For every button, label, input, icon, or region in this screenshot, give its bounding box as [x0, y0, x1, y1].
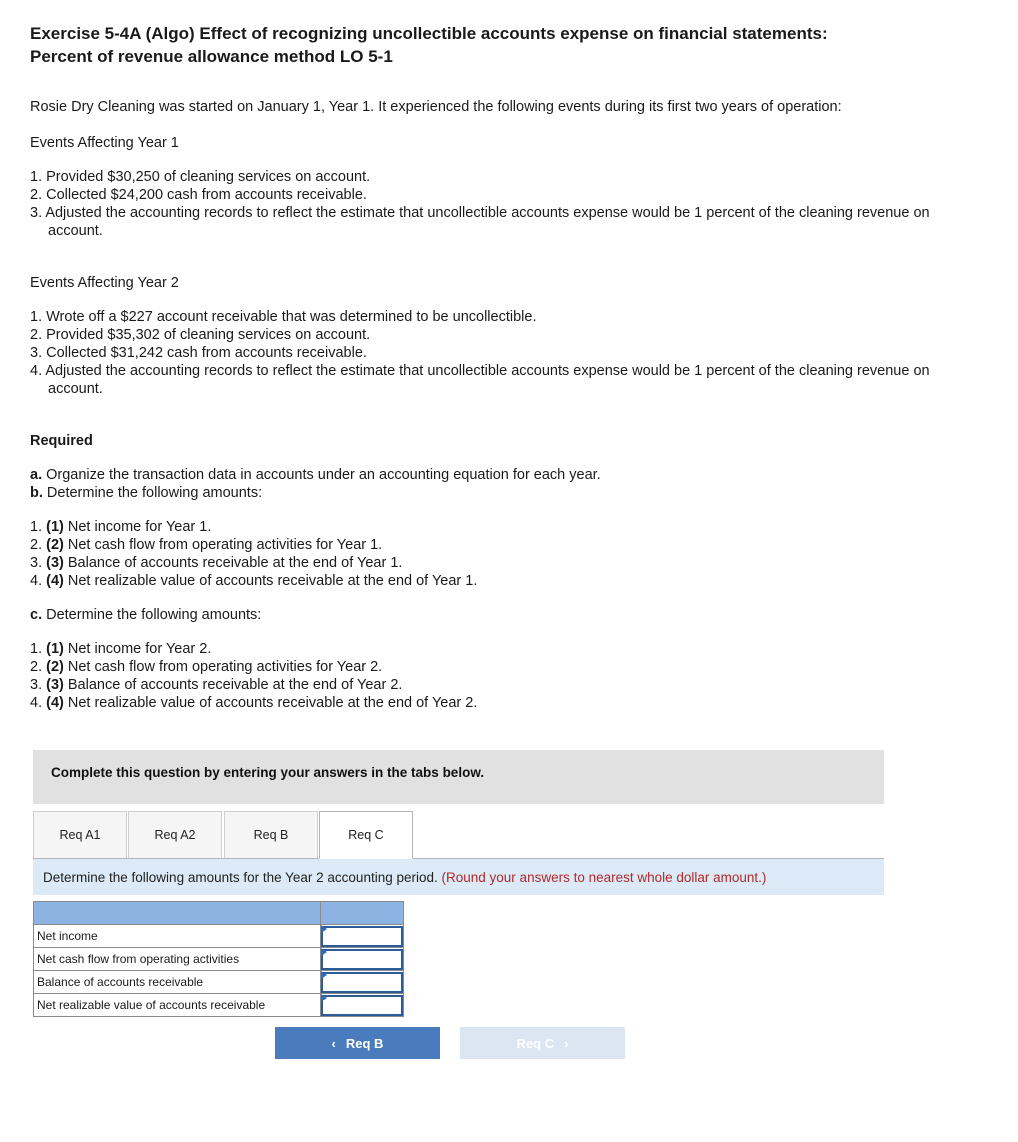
list-item: 3. Collected $31,242 cash from accounts receivable.	[30, 345, 367, 361]
item-number: 2.	[30, 659, 47, 675]
requirement-c-items	[30, 640, 477, 712]
item-number: 3.	[30, 677, 47, 693]
item-text: Net realizable value of accounts receivable at the end of Year 2.	[63, 695, 478, 711]
net-income-input[interactable]	[321, 926, 403, 947]
item-tag: (4)	[46, 695, 64, 711]
tab-req-a1[interactable]: Req A1	[33, 811, 127, 859]
list-item	[30, 554, 477, 572]
item-text: Net realizable value of accounts receivable at the end of Year 1.	[63, 573, 478, 589]
year2-events	[30, 308, 950, 398]
list-item: 1. Provided $30,250 of cleaning services on account.	[30, 169, 371, 185]
item-number: 2.	[30, 537, 47, 553]
title-line-1: Exercise 5-4A (Algo) Effect of recognizing uncollectible accounts expense on financial statements:	[30, 24, 828, 43]
tab-instruction	[33, 859, 884, 895]
requirement-b	[30, 484, 262, 502]
item-tag: (2)	[46, 537, 64, 553]
next-button-label: Req C	[516, 1035, 555, 1051]
list-item: 3. Adjusted the accounting records to reflect the estimate that uncollectible accounts expense would be 1 percent of the cleaning revenue on account.	[30, 205, 930, 239]
prev-button-label: Req B	[345, 1035, 384, 1051]
title-line-2: Percent of revenue allowance method LO 5-1	[30, 47, 393, 66]
item-number: 1.	[30, 641, 47, 657]
list-item	[30, 676, 477, 694]
item-text: Net income for Year 2.	[63, 641, 212, 657]
table-row	[34, 971, 404, 994]
row-label: Net realizable value of accounts receivable	[34, 994, 321, 1017]
list-item: 4. Adjusted the accounting records to reflect the estimate that uncollectible accounts expense would be 1 percent of the cleaning revenue on account.	[30, 363, 930, 397]
requirement-c-text: Determine the following amounts:	[42, 607, 262, 623]
requirement-c	[30, 606, 261, 624]
input-marker-icon	[321, 971, 327, 979]
instruction-text: Determine the following amounts for the Year 2 accounting period.	[43, 870, 438, 885]
item-number: 1.	[30, 519, 47, 535]
row-label: Balance of accounts receivable	[34, 971, 321, 994]
chevron-left-icon: ‹	[331, 1035, 336, 1051]
list-item: 2. Collected $24,200 cash from accounts receivable.	[30, 187, 367, 203]
answer-cell	[321, 948, 404, 971]
input-marker-icon	[321, 925, 327, 933]
instruction-note: (Round your answers to nearest whole dollar amount.)	[441, 870, 767, 885]
input-marker-icon	[321, 948, 327, 956]
item-tag: (1)	[46, 519, 64, 535]
list-item	[30, 536, 477, 554]
tab-req-c[interactable]: Req C	[319, 811, 413, 859]
answer-table	[33, 901, 404, 1017]
list-item: 2. Provided $35,302 of cleaning services on account.	[30, 327, 371, 343]
year1-heading: Events Affecting Year 1	[30, 135, 179, 151]
item-tag: (2)	[46, 659, 64, 675]
item-text: Balance of accounts receivable at the end of Year 2.	[63, 677, 403, 693]
item-number: 4.	[30, 695, 47, 711]
item-number: 3.	[30, 555, 47, 571]
instructions-panel	[33, 750, 884, 804]
page-title	[30, 22, 828, 68]
item-tag: (4)	[46, 573, 64, 589]
net-cash-flow-input[interactable]	[321, 949, 403, 970]
list-item	[30, 518, 477, 536]
tab-req-b[interactable]: Req B	[224, 811, 318, 859]
item-tag: (3)	[46, 677, 64, 693]
list-item	[30, 658, 477, 676]
table-row	[34, 994, 404, 1017]
header-cell	[34, 902, 321, 925]
table-row	[34, 948, 404, 971]
accounts-receivable-input[interactable]	[321, 972, 403, 993]
item-text: Net cash flow from operating activities for Year 2.	[63, 659, 383, 675]
item-number: 4.	[30, 573, 47, 589]
row-label: Net cash flow from operating activities	[34, 948, 321, 971]
requirement-b-items	[30, 518, 477, 590]
requirement-a-text: Organize the transaction data in accounts under an accounting equation for each year.	[42, 467, 601, 483]
item-tag: (3)	[46, 555, 64, 571]
chevron-right-icon: ›	[564, 1035, 569, 1051]
requirement-a-label: a.	[30, 467, 43, 483]
prev-req-b-button[interactable]	[275, 1027, 440, 1059]
input-marker-icon	[321, 994, 327, 1002]
header-cell	[321, 902, 404, 925]
required-heading: Required	[30, 433, 93, 449]
requirement-c-label: c.	[30, 607, 43, 623]
item-text: Net income for Year 1.	[63, 519, 212, 535]
requirement-b-label: b.	[30, 485, 43, 501]
year1-events	[30, 168, 950, 240]
requirement-b-text: Determine the following amounts:	[42, 485, 263, 501]
year2-heading: Events Affecting Year 2	[30, 275, 179, 291]
answer-cell	[321, 971, 404, 994]
row-label: Net income	[34, 925, 321, 948]
intro-text: Rosie Dry Cleaning was started on January 1, Year 1. It experienced the following events during its first two years of operation:	[30, 99, 842, 115]
table-header-row	[34, 902, 404, 925]
item-text: Net cash flow from operating activities for Year 1.	[63, 537, 383, 553]
answer-cell	[321, 994, 404, 1017]
next-req-c-button[interactable]	[460, 1027, 625, 1059]
tab-req-a2[interactable]: Req A2	[128, 811, 222, 859]
table-row	[34, 925, 404, 948]
list-item	[30, 572, 477, 590]
list-item	[30, 640, 477, 658]
net-realizable-value-input[interactable]	[321, 995, 403, 1016]
requirement-a	[30, 466, 601, 484]
list-item: 1. Wrote off a $227 account receivable that was determined to be uncollectible.	[30, 309, 537, 325]
list-item	[30, 694, 477, 712]
answer-cell	[321, 925, 404, 948]
item-text: Balance of accounts receivable at the end of Year 1.	[63, 555, 403, 571]
item-tag: (1)	[46, 641, 64, 657]
panel-text: Complete this question by entering your answers in the tabs below.	[51, 765, 485, 780]
